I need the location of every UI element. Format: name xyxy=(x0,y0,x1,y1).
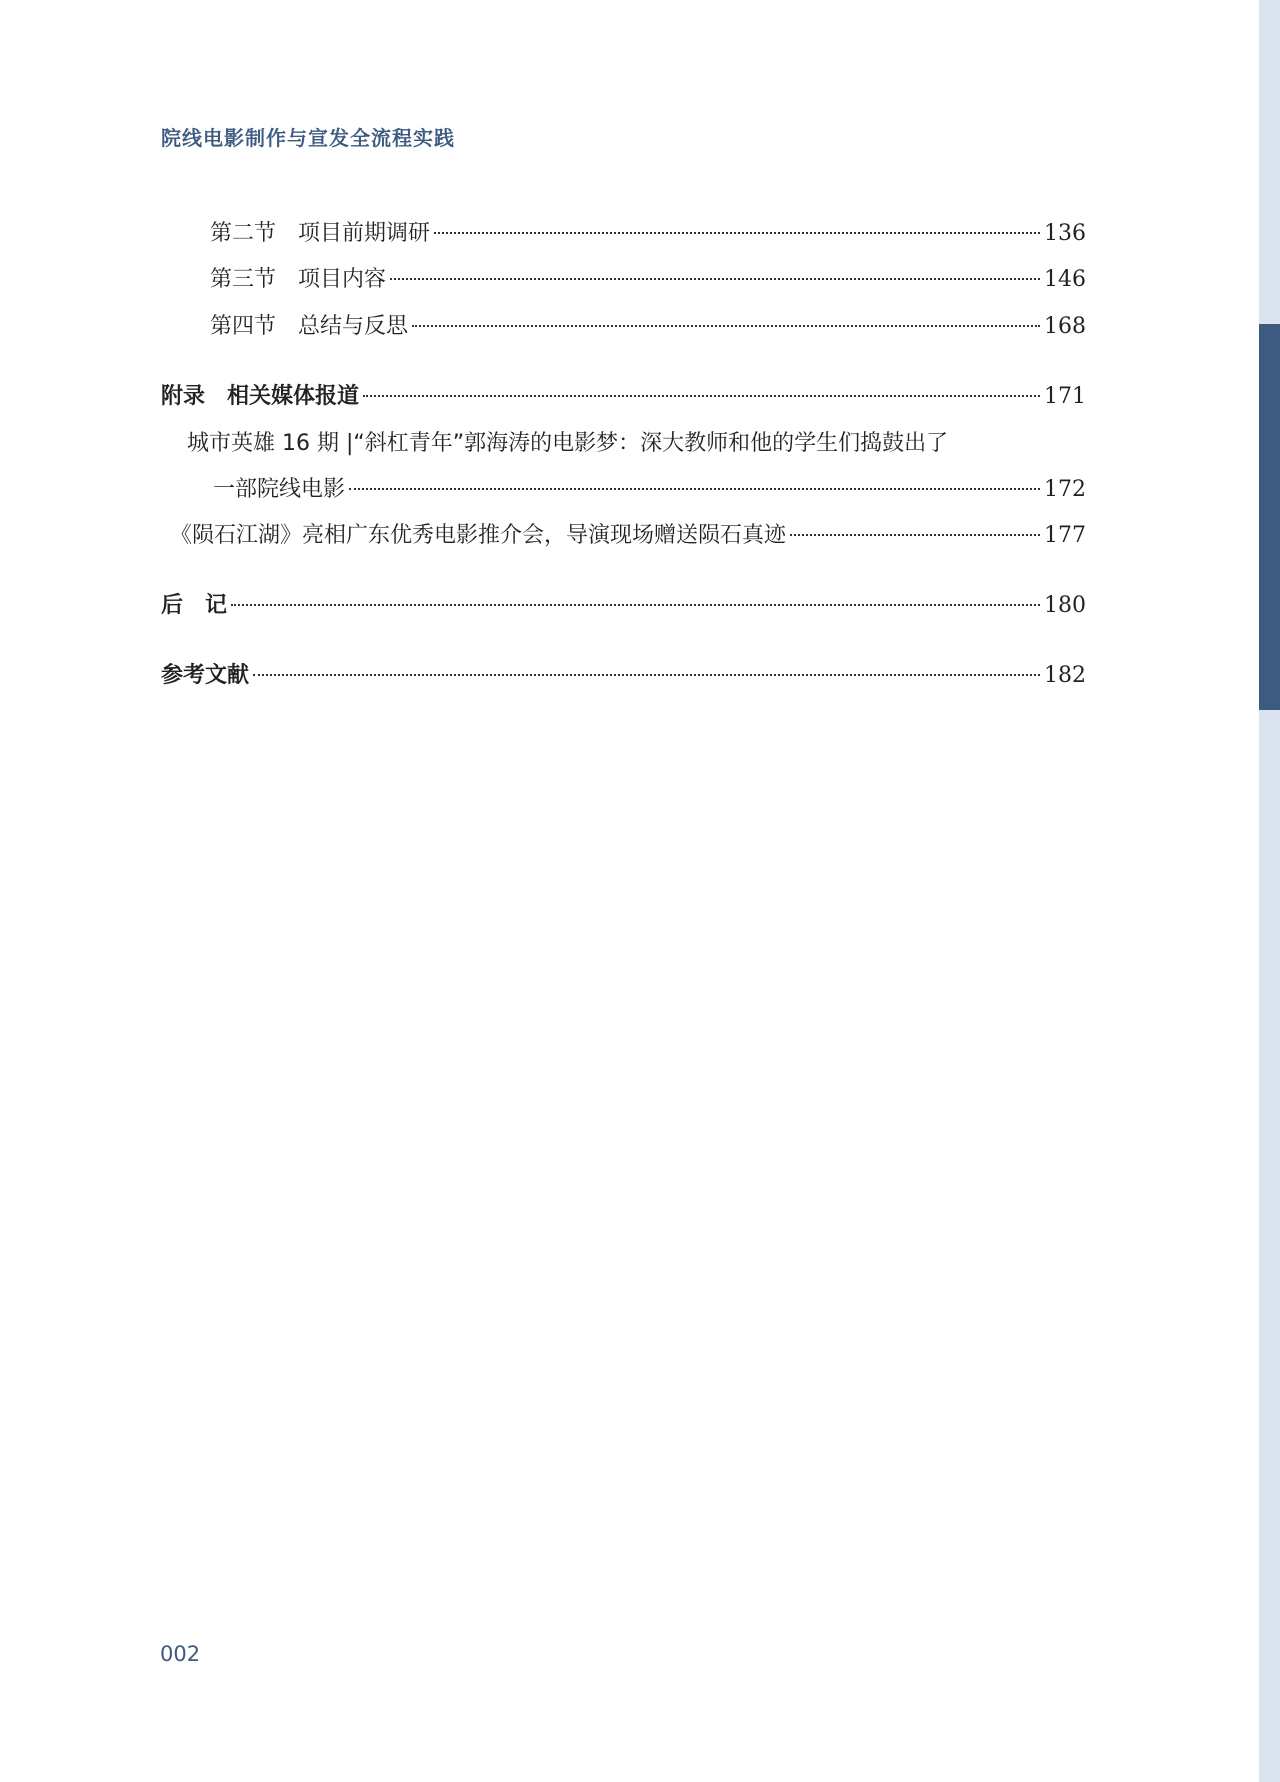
toc-entry-page: 136 xyxy=(1044,221,1086,246)
dot-leader xyxy=(390,278,1040,280)
toc-entry-page: 172 xyxy=(1044,477,1086,502)
toc-entry-article-1-line-1[interactable]: 城市英雄 16 期 |“斜杠青年”郭海涛的电影梦：深大教师和他的学生们捣鼓出了 xyxy=(187,431,949,456)
page-number: 002 xyxy=(160,1642,201,1666)
dot-leader xyxy=(412,325,1040,327)
toc-entry-label: 参考文献 xyxy=(161,663,250,688)
toc-entry-page: 171 xyxy=(1044,384,1086,409)
toc-entry-article-1-line-2[interactable] xyxy=(213,472,1086,506)
toc-entry-label: 《陨石江湖》亮相广东优秀电影推介会，导演现场赠送陨石真迹 xyxy=(170,523,787,548)
toc-entry-page: 168 xyxy=(1044,314,1086,339)
toc-entry-label: 一部院线电影 xyxy=(213,477,346,502)
toc-entry-label: 第二节 项目前期调研 xyxy=(210,221,431,246)
running-header: 院线电影制作与宣发全流程实践 xyxy=(161,126,455,150)
dot-leader xyxy=(231,604,1040,606)
chapter-thumb-tab xyxy=(1259,324,1280,710)
toc-entry-label: 附录 相关媒体报道 xyxy=(161,384,360,409)
dot-leader xyxy=(349,488,1040,490)
toc-entry-page: 182 xyxy=(1044,663,1086,688)
dot-leader xyxy=(790,534,1040,536)
toc-entry-label: 后 记 xyxy=(161,593,228,618)
toc-entry-section-4[interactable] xyxy=(210,309,1086,343)
page-edge-strip xyxy=(1259,0,1280,1782)
toc-entry-page: 177 xyxy=(1044,523,1086,548)
toc-entry-section-2[interactable] xyxy=(210,216,1086,250)
toc-entry-page: 180 xyxy=(1044,593,1086,618)
toc-entry-article-2[interactable] xyxy=(170,518,1086,552)
toc-entry-label: 第三节 项目内容 xyxy=(210,267,387,292)
toc-entry-references[interactable] xyxy=(161,658,1086,692)
toc-entry-appendix[interactable] xyxy=(161,379,1086,413)
dot-leader xyxy=(253,674,1040,676)
dot-leader xyxy=(434,232,1040,234)
dot-leader xyxy=(363,395,1040,397)
toc-entry-afterword[interactable] xyxy=(161,588,1086,622)
toc-entry-section-3[interactable] xyxy=(210,262,1086,296)
toc-entry-label: 第四节 总结与反思 xyxy=(210,314,409,339)
toc-entry-page: 146 xyxy=(1044,267,1086,292)
